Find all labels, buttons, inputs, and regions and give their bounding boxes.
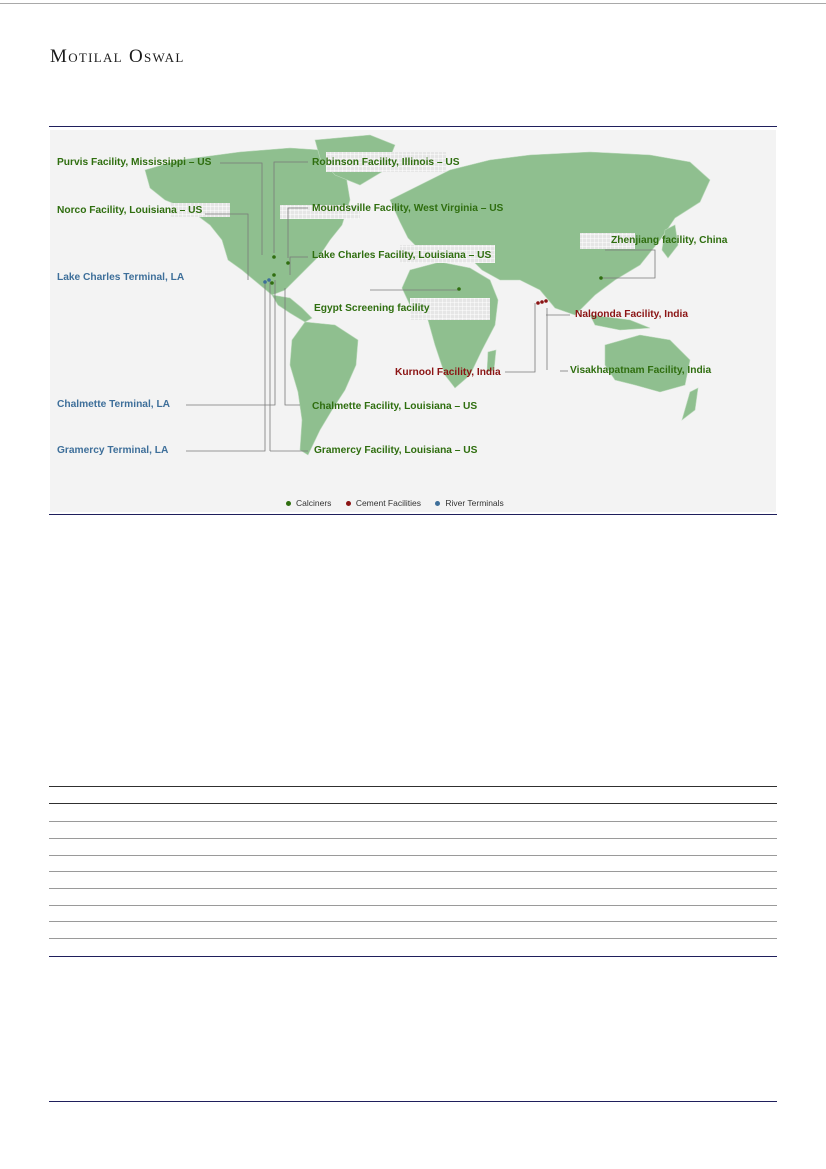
footer-rule — [49, 1101, 777, 1102]
dot-kurnool — [536, 301, 540, 305]
label-norco: Norco Facility, Louisiana – US — [57, 205, 203, 216]
cement-dot-icon — [346, 501, 351, 506]
dot-moundsville — [286, 261, 290, 265]
brand-logo-text: Motilal Oswal — [50, 46, 185, 67]
world-map-figure — [50, 130, 776, 512]
table-row-rule — [49, 838, 777, 839]
new-zealand-shape — [682, 388, 698, 420]
dot-terminal-2 — [263, 280, 267, 284]
table-row-rule — [49, 921, 777, 922]
label-gramercy-terminal: Gramercy Terminal, LA — [57, 445, 169, 456]
dot-egypt — [457, 287, 461, 291]
label-purvis: Purvis Facility, Mississippi – US — [57, 157, 212, 168]
label-moundsville: Moundsville Facility, West Virginia – US — [312, 203, 504, 214]
label-zhenjiang: Zhenjiang facility, China — [611, 235, 728, 246]
dot-lake-charles — [272, 273, 276, 277]
table-row-rule — [49, 871, 777, 872]
south-america-shape — [290, 322, 358, 455]
dot-zhenjiang — [599, 276, 603, 280]
label-egypt: Egypt Screening facility — [314, 303, 430, 314]
table-row-rule — [49, 855, 777, 856]
table-header-rule — [49, 803, 777, 804]
figure-bottom-rule — [49, 514, 777, 515]
legend-cement: Cement Facilities — [346, 498, 421, 508]
label-visakhapatnam: Visakhapatnam Facility, India — [570, 365, 712, 376]
central-america-shape — [272, 295, 312, 322]
top-border — [0, 3, 826, 4]
dot-robinson — [272, 255, 276, 259]
label-lake-charles-terminal: Lake Charles Terminal, LA — [57, 272, 185, 283]
label-chalmette-facility: Chalmette Facility, Louisiana – US — [312, 401, 478, 412]
dot-nalgonda — [540, 300, 544, 304]
table-row-rule — [49, 938, 777, 939]
dot-vizag — [544, 299, 548, 303]
label-gramercy-facility: Gramercy Facility, Louisiana – US — [314, 445, 478, 456]
dot-gramercy — [270, 281, 274, 285]
river-dot-icon — [435, 501, 440, 506]
table-top-rule — [49, 786, 777, 787]
table-row-rule — [49, 888, 777, 889]
label-chalmette-terminal: Chalmette Terminal, LA — [57, 399, 171, 410]
figure-top-rule — [49, 126, 777, 127]
label-kurnool: Kurnool Facility, India — [395, 367, 501, 378]
table-bottom-rule — [49, 956, 777, 957]
legend-river: River Terminals — [435, 498, 503, 508]
label-robinson: Robinson Facility, Illinois – US — [312, 157, 460, 168]
label-nalgonda: Nalgonda Facility, India — [575, 309, 689, 320]
calciner-dot-icon — [286, 501, 291, 506]
dot-terminal-1 — [267, 278, 271, 282]
australia-shape — [605, 335, 690, 392]
label-lake-charles-facility: Lake Charles Facility, Louisiana – US — [312, 250, 492, 261]
legend-calciners: Calciners — [286, 498, 331, 508]
table-row-rule — [49, 821, 777, 822]
table-row-rule — [49, 905, 777, 906]
map-legend — [286, 498, 516, 508]
